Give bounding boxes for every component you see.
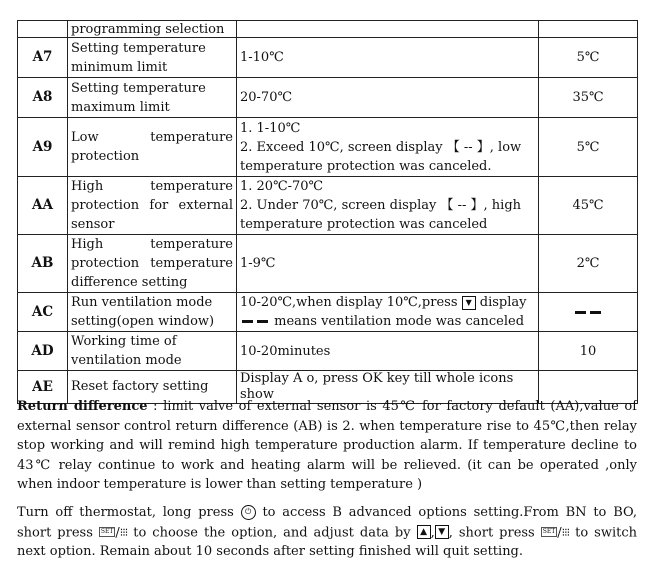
table-row <box>18 78 638 118</box>
row-code: AC <box>18 293 68 332</box>
row-range: 10-20℃,when display 10℃,press ▼ display means ventilation mode was canceled <box>237 293 539 332</box>
dash-icon <box>590 311 601 314</box>
row-default: 10 <box>539 332 638 371</box>
row-desc: Run ventilation mode setting(open window) <box>68 293 237 332</box>
row-code: AA <box>18 177 68 235</box>
row-default <box>539 293 638 332</box>
table-row <box>18 293 638 332</box>
table-row <box>18 332 638 371</box>
row-desc: Setting temperature maximum limit <box>68 78 237 118</box>
table-row <box>18 118 638 177</box>
table-row <box>18 235 638 293</box>
row-range: 20-70℃ <box>237 78 539 118</box>
dash-icon <box>575 311 586 314</box>
row-range: 10-20minutes <box>237 332 539 371</box>
table-row <box>18 21 638 38</box>
row-default: 5℃ <box>539 118 638 177</box>
row-code: AD <box>18 332 68 371</box>
row-range: Display A o, press OK key till whole icons show <box>237 371 539 404</box>
return-difference-text: : limit valve of external sensor is 45℃ for factory default (AA),value of external sensor control return difference (AB) is 2. when temperature rise to 45℃,then relay stop working and will remind high temperature production alarm. If temperature decline to 43℃ relay continue to work and heating alarm will be relieved. (it can be operated ,only when indoor temperature is lower than setting temperature ) <box>17 399 638 492</box>
row-range: 1-9℃ <box>237 235 539 293</box>
row-code: AB <box>18 235 68 293</box>
row-range: 1. 1-10℃ 2. Exceed 10℃, screen display 【 -- 】, low temperature protection was canceled. <box>237 118 539 177</box>
set-key-icon: SET <box>542 528 556 536</box>
dash-icon <box>242 320 253 323</box>
row-desc: High temperature protection for external sensor <box>68 177 237 235</box>
row-range: 1-10℃ <box>237 38 539 78</box>
power-icon: ⏻ <box>241 505 256 520</box>
down-key-icon: ▼ <box>435 525 449 539</box>
row-desc: High temperature protection temperature difference setting <box>68 235 237 293</box>
row-default: 45℃ <box>539 177 638 235</box>
dash-icon <box>257 320 268 323</box>
row-range: 1. 20℃-70℃ 2. Under 70℃, screen display 【 -- 】, high temperature protection was canceled <box>237 177 539 235</box>
row-desc: Reset factory setting <box>68 371 237 404</box>
row-code: A9 <box>18 118 68 177</box>
turn-off-paragraph: Turn off thermostat, long press ⏻ to access B advanced options setting.From BN to BO, short press SET /⁝⁝⁝ to choose the option, and adjust data by ▲ , ▼ , short press SET /⁝⁝⁝ to switch next option. Remain about 10 seconds after setting finished will quit setting. <box>17 505 638 560</box>
row-default: 35℃ <box>539 78 638 118</box>
row-desc: programming selection <box>68 21 237 38</box>
row-desc: Low temperature protection <box>68 118 237 177</box>
table-row <box>18 38 638 78</box>
row-default: 2℃ <box>539 235 638 293</box>
return-difference-paragraph <box>17 397 637 495</box>
table-row <box>18 177 638 235</box>
row-code: A8 <box>18 78 68 118</box>
row-default: 5℃ <box>539 38 638 78</box>
grid-key-icon: ⁝⁝⁝ <box>119 525 128 539</box>
row-code: A7 <box>18 38 68 78</box>
row-desc: Working time of ventilation mode <box>68 332 237 371</box>
set-key-icon: SET <box>100 528 114 536</box>
return-difference-label: Return difference <box>17 399 148 414</box>
grid-key-icon: ⁝⁝⁝ <box>561 525 570 539</box>
parameter-table <box>17 20 638 404</box>
down-key-icon: ▼ <box>462 296 476 310</box>
row-desc: Setting temperature minimum limit <box>68 38 237 78</box>
up-key-icon: ▲ <box>417 525 431 539</box>
row-code: AE <box>18 371 68 404</box>
